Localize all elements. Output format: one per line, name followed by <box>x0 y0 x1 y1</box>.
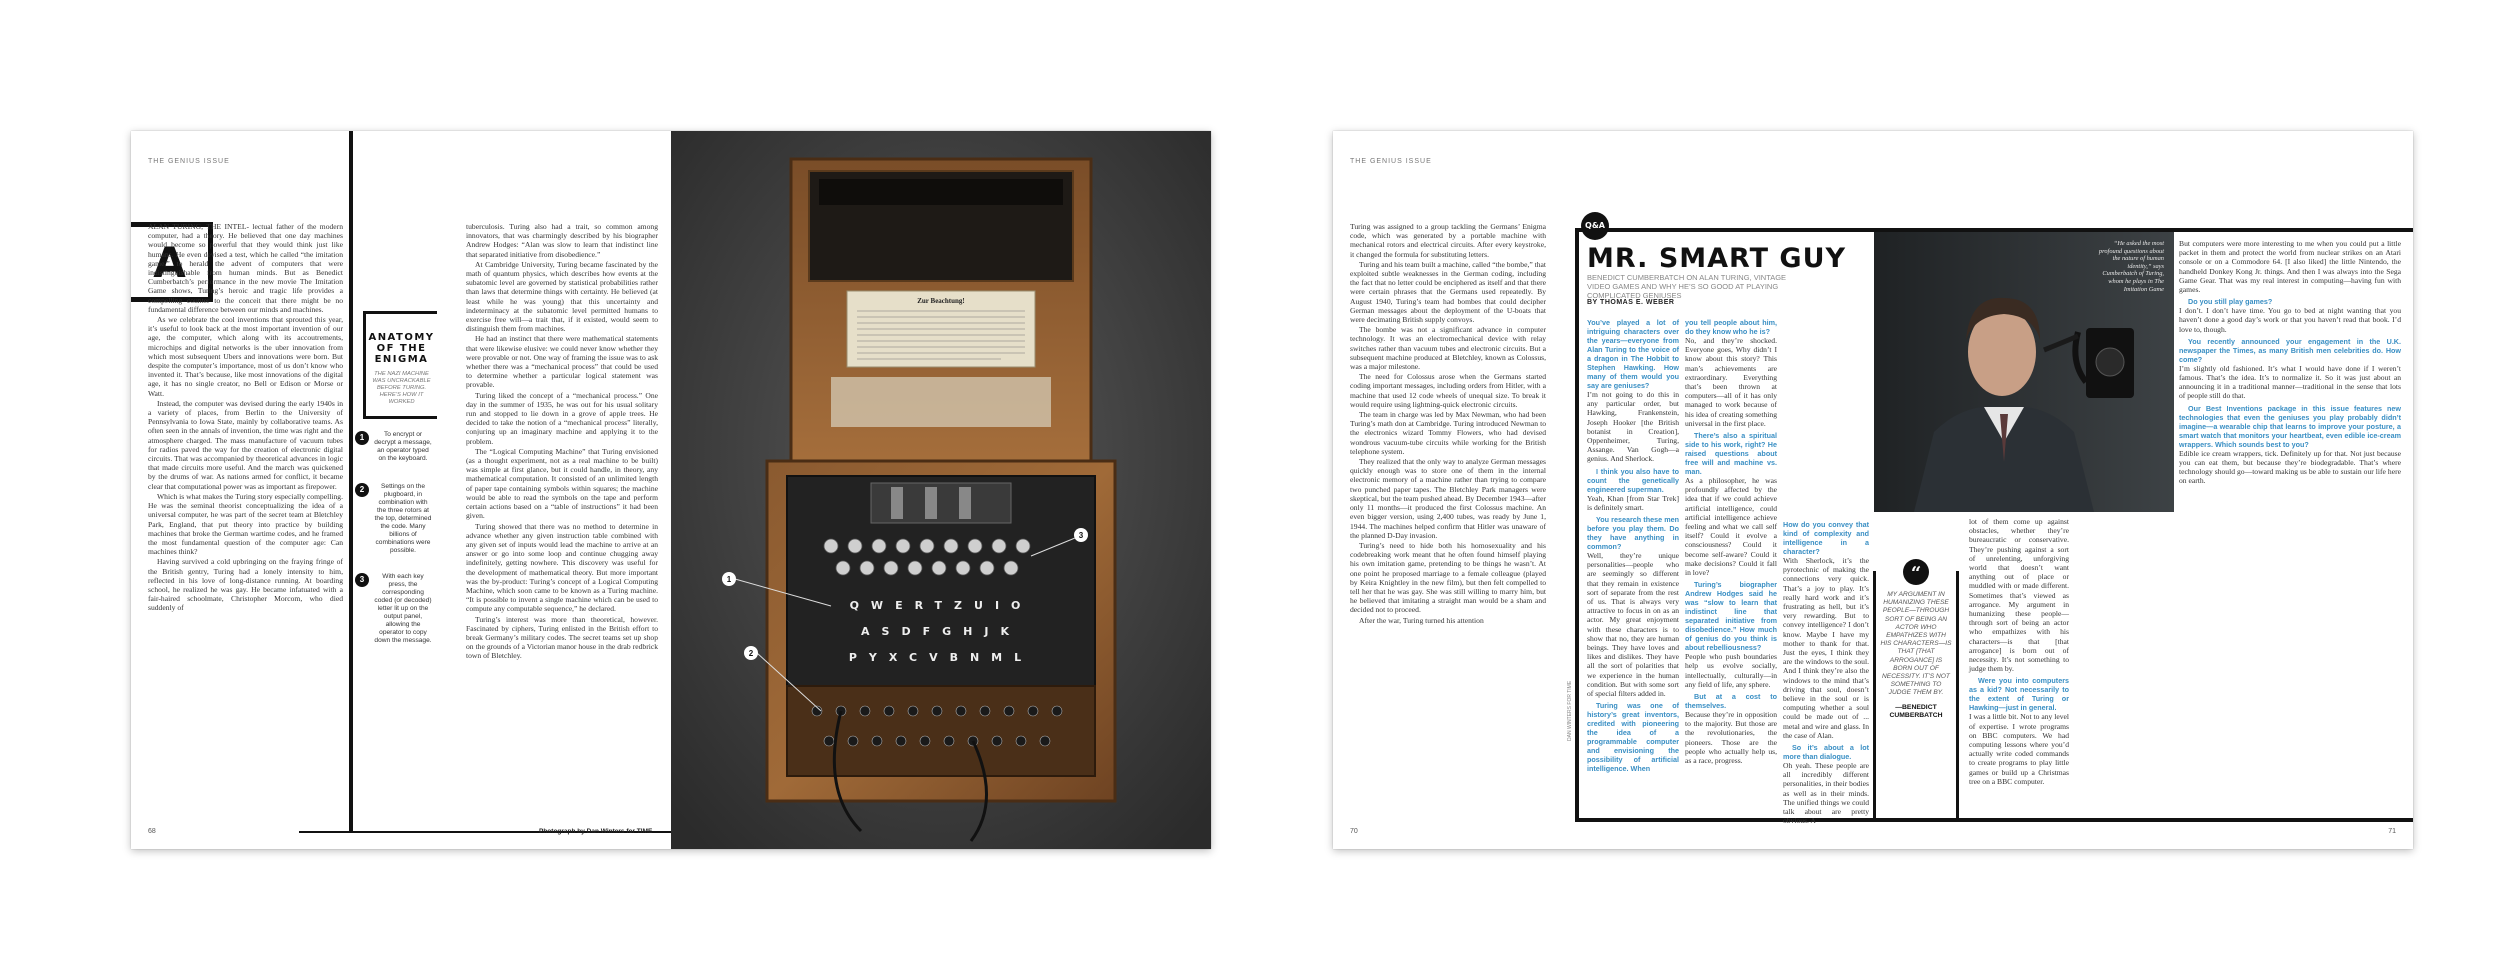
qa-column-2 <box>1685 315 1777 815</box>
qa-exchange <box>1685 431 1777 577</box>
qa-exchange <box>2179 404 2401 486</box>
column-rule <box>349 131 353 831</box>
qa-column-3 <box>1783 517 1869 826</box>
callout-3-label: 3 <box>1078 531 1084 540</box>
qa-dek: BENEDICT CUMBERBATCH ON ALAN TURING, VINTAGE VIDEO GAMES AND WHY HE’S SO GOOD AT PLAYING COMPLICATED GENIUSES <box>1587 273 1787 300</box>
qa-answer: I don’t. I don’t have time. You go to bed at night wanting that you haven’t done a good day’s work or that you haven’t read that book. I’d love to, though. <box>2179 306 2401 334</box>
page-number-71: 71 <box>2388 828 2396 835</box>
step-text-3: With each key press, the corresponding coded (or decoded) letter lit up on the output panel, allowing the operator to copy down the message. <box>374 573 432 644</box>
qa-question: You research these men before you play them. Do they have anything in common? <box>1587 515 1679 552</box>
paragraph: Turing showed that there was no method to determine in advance whether any given instruction table combined with any given set of inputs would lead the machine to arrive at an answer or go into some loop and continue chugging away indefinitely, getting nowhere. This discovery was useful for the development of mathematical theory. But more important was the by-product: Turing’s concept of a Logical Computing Machine, which soon came to be known as a Turing machine. “It is possible to invent a single machine which can be used to compute any computable sequence,” he declared. <box>466 521 658 614</box>
paragraph: Which is what makes the Turing story especially compelling. He was the seminal theorist conceptualizing the idea of a universal computer, he was part of the secret team at Bletchley Park, England, that put theory into practice by building machines that broke the German wartime codes, and he framed the most fundamental question of the computer age: Can machines think? <box>148 491 343 557</box>
qa-exchange <box>1783 520 1869 740</box>
qa-headline: MR. SMART GUY <box>1587 243 1847 274</box>
qa-exchange <box>1969 517 2069 673</box>
qa-question: But at a cost to themselves. <box>1685 692 1777 711</box>
sidebar-dek: THE NAZI MACHINE WAS UNCRACKABLE BEFORE TURING. HERE’S HOW IT WORKED <box>372 371 431 405</box>
sidebar-title-box <box>363 311 437 419</box>
qa-exchange <box>1587 701 1679 773</box>
qa-exchange <box>1969 676 2069 786</box>
qa-column-1 <box>1587 315 1679 815</box>
qa-exchange <box>1587 467 1679 512</box>
paragraph: Turing was assigned to a group tackling the Germans’ Enigma code, which was generated by a portable machine with mechanical rotors and electrical circuits. After every keystroke, it changed the formula for substituting letters. <box>1350 222 1546 259</box>
plaque-title: Zur Beachtung! <box>917 297 965 305</box>
pull-quote <box>1873 563 1959 821</box>
paragraph: Turing and his team built a machine, called “the bombe,” that exploited subtle weaknesses in the German coding, including the fact that no letter could be enciphered as itself and that there were certain phrases that the Germans used repeatedly. By August 1940, Turing’s team had bombes that could decipher German messages about the deployment of the U-boats that were decimating British supply convoys. <box>1350 259 1546 325</box>
running-head: THE GENIUS ISSUE <box>148 158 230 165</box>
callout-3 <box>1074 528 1088 542</box>
qa-exchange <box>1783 743 1869 825</box>
paragraph: Having survived a cold upbringing on the fraying fringe of the British gentry, Turing had a lonely intensity to him, reflected in his love of long-distance running. At boarding school, he realized he was gay. He became infatuated with a fair-haired schoolmate, Christopher Morcom, who died suddenly of <box>148 557 343 613</box>
qa-answer: But computers were more interesting to me when you could put a little packet in them and protect the world from nuclear strikes on an Atari console or on a Commodore 64. [I also liked] the little Nintendo, the handheld Donkey Kong Jr. things. And then I was always into the Sega Game Gear. That was my real interest in computing—having fun with games. <box>2179 239 2401 295</box>
qa-exchange <box>2179 337 2401 401</box>
paragraph: The bombe was not a significant advance in computer technology. It was an electromechanical device with relay switches rather than vacuum tubes and electronic circuits. But a subsequent machine produced at Bletchley, known as Colossus, was a major milestone. <box>1350 325 1546 372</box>
qa-exchange <box>1685 580 1777 689</box>
paragraph: He had an instinct that there were mathematical statements that were likewise elusive: we could never know whether they were provable or not. One way of framing the issue was to ask whether there was a “mechanical process” that could be used to determine whether a particular logical statement was provable. <box>466 334 658 390</box>
qa-answer: Edible ice cream wrappers, tick. Definitely up for that. Not just because you can eat them, but because they’re biodegradable. That’s where technology should go—toward making us be able to sustain our life here on earth. <box>2179 448 2401 486</box>
qa-question: Turing’s biographer Andrew Hodges said he was “slow to learn that indistinct line that separated initiative from disobedience.” How much of genius do you think is about rebelliousness? <box>1685 580 1777 653</box>
side-photo-credit: DAN WINTERS FOR TIME <box>1567 680 1573 741</box>
enigma-photo <box>671 131 1211 849</box>
qa-answer: I was a little bit. Not to any level of expertise. I wrote programs on BBC computers. We had computing lessons where you’d actually write coded commands to create programs to play little games or build up a Christmas tree on a BBC computer. <box>1969 712 2069 786</box>
qa-frame-bottom <box>1575 818 2413 822</box>
portrait-caption: “He asked the most profound questions about the nature of human identity,” says Cumberbatch of Turing, whom he plays in The Imitation Game <box>2098 240 2164 293</box>
pull-quote-box <box>1873 571 1959 821</box>
paragraph: The need for Colossus arose when the Germans started coding important messages, including orders from Hitler, with a machine that used 12 code wheels of unequal size. To break it would require using lightning-quick electronic circuits. <box>1350 372 1546 409</box>
paragraph: After the war, Turing turned his attention <box>1359 615 1484 625</box>
qa-answer: People who push boundaries help us evolve socially, intellectually, culturally—in any field of life, any sphere. <box>1685 652 1777 689</box>
qa-exchange <box>1685 692 1777 765</box>
qa-column-5 <box>2179 239 2401 815</box>
paragraph: As we celebrate the cool inventions that sprouted this year, it’s useful to look back at the most important invention of our age, the computer, which along with its accoutrements, microchips and digital networks is the uber innovation from which most subsequent Ubers and innovations were born. But despite the computer’s importance, most of us don’t know who invented it. That’s because, like most innovations of the digital age, it has no single creator, no Bell or Edison or Morse or Watt. <box>148 315 343 398</box>
sidebar-title: ANATOMY OF THE ENIGMA <box>368 332 435 365</box>
qa-answer: Yeah, Khan [from Star Trek] is definitely smart. <box>1587 493 1679 512</box>
paragraph: Instead, the computer was devised during the early 1940s in a variety of places, from Berlin to the University of Pennsylvania to Iowa State, mainly by collaborative teams. As often seen in the annals of invention, the time was right and the atmosphere charged. The mass manufacture of vacuum tubes for radios paved the way for the creation of electronic digital circuits. That was accompanied by theoretical advances in logic that made circuits more useful. And the march was quickened by the drums of war. As nations armed for conflict, it became clear that computational power was as important as firepower. <box>148 398 343 491</box>
qa-exchange <box>1587 318 1679 464</box>
drop-cap: A <box>131 222 213 302</box>
qa-exchange <box>1587 515 1679 698</box>
qa-question: There’s also a spiritual side to his work, right? He raised questions about free will and machine vs. man. <box>1685 431 1777 477</box>
paragraph: At Cambridge University, Turing became fascinated by the math of quantum physics, which describes how events at the subatomic level are governed by statistical probabilities rather than laws that determine things with certainty. He believed (at least while he was young) that this uncertainty and indeterminacy at the subatomic level permitted humans to exercise free will—a trait that, if it existed, would seem to distinguish them from machines. <box>466 259 658 334</box>
page-number-70: 70 <box>1350 828 1358 835</box>
keyboard-row-2: ASDFGHJK <box>861 625 1021 638</box>
qa-question: Turing was one of history’s great inventors, credited with pioneering the idea of a programmable computer and envisioning the possibility of artificial intelligence. When <box>1587 701 1679 774</box>
paragraph: The team in charge was led by Max Newman, who had been Turing’s math don at Cambridge. Turing introduced Newman to the electronics wizard Tommy Flowers, who had devised wondrous vacuum-tube circuits while working for the British telephone system. <box>1350 410 1546 456</box>
article-column-1 <box>148 222 343 832</box>
running-head: THE GENIUS ISSUE <box>1350 158 1432 165</box>
quote-icon: “ <box>1903 559 1929 585</box>
callout-2-label: 2 <box>748 649 754 658</box>
pull-quote-attribution: —BENEDICT CUMBERBATCH <box>1889 703 1943 719</box>
pull-quote-text: MY ARGUMENT IN HUMANIZING THESE PEOPLE—THROUGH SORT OF BEING AN ACTOR WHO EMPATHIZES WITH HIS CHARACTERS—IS THAT [THAT ARROGANCE] IS BORN OUT OF NECESSITY. IT’S NOT SOMETHING TO JUDGE THEM BY. <box>1880 591 1952 697</box>
qa-question: Do you still play games? <box>2188 297 2273 307</box>
qa-badge: Q&A <box>1581 212 1609 240</box>
article-column-3 <box>1350 222 1546 828</box>
paragraph: The “Logical Computing Machine” that Turing envisioned (as a thought experiment, not as a real machine to be built) was simple at first glance, but it could handle, in theory, any mathematical computation. It consisted of an unlimited length of paper tape containing symbols within squares; the machine would be able to read the symbols on the tape and perform certain actions based on a “table of instructions” it had been given. <box>466 446 658 521</box>
left-spread <box>131 131 1211 849</box>
qa-question: So it’s about a lot more than dialogue. <box>1783 743 1869 762</box>
paragraph: They realized that the only way to analyze German messages quickly enough was to store one of them in the internal electronic memory of a machine rather than trying to compare two punched paper tapes. The Bletchley Park managers were skeptical, but the team pushed ahead. By December 1943—after only 11 months—it produced the first Colossus machine. An even bigger version, using 2,400 tubes, was ready by June 1, 1944. The machines helped confirm that Hitler was unaware of the planned D-Day invasion. <box>1350 457 1546 540</box>
paragraph: tuberculosis. Turing also had a trait, so common among innovators, that was charmingly described by his biographer Andrew Hodges: “Alan was slow to learn that indistinct line that separated initiative from disobedience.” <box>466 222 658 259</box>
qa-question: You’ve played a lot of intriguing characters over the years—everyone from Alan Turing to the voice of a dragon in The Hobbit to Stephen Hawking. How many of them would you say are geniuses? <box>1587 318 1679 390</box>
qa-answer: I’m not going to do this in any particular order, but Hawking, Frankenstein, Joseph Hooker [the British botanist in Creation], Oppenheimer, Turing, Assange. Van Gogh—a genius. And Sherlock. <box>1587 390 1679 464</box>
enigma-sidebar <box>359 311 437 703</box>
callout-1-label: 1 <box>726 575 732 584</box>
qa-question: I think you also have to count the genetically engineered superman. <box>1587 466 1679 494</box>
paragraph: ALAN TURING, THE INTEL- lectual father of the modern computer, had a theory. He believed that one day machines would become so powerful that they would think just like humans. He even devised a test, which he called “the imitation game,” to herald the advent of computers that were indistinguishable from human minds. But as Benedict Cumberbatch’s performance in the new movie The Imitation Game shows, Turing’s heroic and tragic life provides a compelling counter to the conceit that there might be no fundamental difference between our minds and machines. <box>148 222 343 314</box>
qa-answer: As a philosopher, he was profoundly affected by the idea that if we could achieve artificial intelligence, could artificial intelligence achieve feeling and what we call self itself? Could it evolve a consciousness? Could it become self-aware? Could it make decisions? Could it fall in love? <box>1685 476 1777 578</box>
step-number-1: 1 <box>355 431 369 445</box>
left-page <box>131 131 671 849</box>
page-number: 68 <box>148 828 156 835</box>
qa-exchange <box>1685 318 1777 428</box>
qa-answer: lot of them come up against obstacles, whether they’re bureaucratic or conservative. They’re pushing against a sort of unrelenting, unforgiving world that doesn’t want anything out of place or muddled with or made different. Sometimes that’s viewed as arrogance. My argument in humanizing these people—through sort of being an actor who empathizes with his characters—is that [that arrogance] is born out of necessity. It’s not something to judge them by. <box>1969 517 2069 674</box>
qa-answer: Because they’re in opposition to the majority. But those are the revolutionaries, the pioneers. Those are the people who actually help us, as a race, progress. <box>1685 710 1777 766</box>
qa-column-4 <box>1969 517 2069 815</box>
photo-credit: Photograph by Dan Winters for TIME <box>539 828 653 835</box>
qa-answer: I’m slightly old fashioned. It’s what I would have done if I weren’t famous. That’s the idea. It’s to normalize it. So it was just about an announcing it in a traditional manner—traditional in the sense that lots of people still do that. <box>2179 363 2401 401</box>
qa-answer: Well, they’re unique personalities—people who are seemingly so different that they remain in existence sort of separate from the rest of us. That is always very attractive to focus in on as an actor. My great enjoyment with these characters is to show that no, they are human beings. They have loves and likes and dislikes. They have all the sort of polarities that we experience in the human condition. But with some sort of special filters added in. <box>1587 551 1679 699</box>
callout-2 <box>744 646 758 660</box>
paragraph: Turing liked the concept of a “mechanical process.” One day in the summer of 1935, he was out for his usual solitary run and stopped to lie down in a grove of apple trees. He decided to take the notion of a “mechanical process” literally, conjuring up an imaginary machine and applying it to the problem. <box>466 390 658 446</box>
step-number-3: 3 <box>355 573 369 587</box>
step-text-2: Settings on the plugboard, in combination with the three rotors at the top, determined the code. Many billions of combinations were possible. <box>374 483 432 554</box>
qa-exchange <box>2179 239 2401 294</box>
portrait-photo <box>1874 232 2174 512</box>
qa-byline: BY THOMAS E. WEBER <box>1587 299 1675 306</box>
paragraph: Turing’s need to hide both his homosexuality and his codebreaking work meant that he often found himself playing his own imitation game, pretending to be things he wasn’t. At one point he proposed marriage to a female colleague (played by Keira Knightley in the new film), but then felt compelled to tell her that he was gay. She was still willing to marry him, but he believed that imitating a straight man would be a sham and decided not to proceed. <box>1350 540 1546 615</box>
qa-question: How do you convey that kind of complexity and intelligence in a character? <box>1783 520 1869 556</box>
step-number-2: 2 <box>355 483 369 497</box>
qa-answer: With Sherlock, it’s the pyrotechnic of making the connections very quick. That’s a joy to play. It’s really hard work and it’s frustrating as hell, but it’s very rewarding. But to convey intelligence? I don’t know. Maybe I have my mother to thank for that. Just the eyes, I think they are the windows to the soul. And I think they’re also the windows to the mind that’s driving that soul, doesn’t believe in the soul or is computing whether a soul could be made out of ... metal and wire and glass. In the case of Alan. <box>1783 556 1869 740</box>
qa-answer: No, and they’re shocked. Everyone goes, Why didn’t I know about this story? This man’s achievements are extraordinary. Everything that’s been thrown at computers—all of it has only managed to work because of his idea of creating something universal in the first place. <box>1685 336 1777 428</box>
keyboard-row-1: QWERTZUIO <box>849 599 1033 612</box>
paragraph: Turing’s interest was more than theoretical, however. Fascinated by ciphers, Turing enlisted in the British effort to break Germany’s military codes. The secret teams set up shop on the grounds of a Victorian manor house in the drab redbrick town of Bletchley. <box>466 614 658 661</box>
enigma-machine-illustration <box>671 131 1211 849</box>
qa-question: You recently announced your engagement in the U.K. newspaper the Times, as many British men celebrities do. How come? <box>2179 336 2401 364</box>
qa-question: Were you into computers as a kid? Not necessarily to the extent of Turing or Hawking—just in general. <box>1969 676 2069 713</box>
qa-exchange <box>2179 297 2401 334</box>
keyboard-row-3: PYXCVBNML <box>848 651 1034 664</box>
qa-frame-left <box>1575 228 1579 822</box>
qa-question: Our Best Inventions package in this issue features new technologies that even the geniuses you play probably didn’t imagine—a wearable chip that learns to improve your posture, a smart watch that monitors your heartbeat, even edible ice-cream wrappers. Which sounds best to you? <box>2179 403 2401 449</box>
qa-question: you tell people about him, do they know who he is? <box>1685 318 1777 336</box>
article-column-2 <box>466 222 658 827</box>
right-spread <box>1333 131 2413 849</box>
step-text-1: To encrypt or decrypt a message, an operator typed on the keyboard. <box>374 431 432 462</box>
callout-1 <box>722 572 736 586</box>
qa-answer: Oh yeah. These people are all incredibly different personalities, in their bodies as well as in their minds. The unified things we could talk about are pretty obvious. A <box>1783 761 1869 826</box>
